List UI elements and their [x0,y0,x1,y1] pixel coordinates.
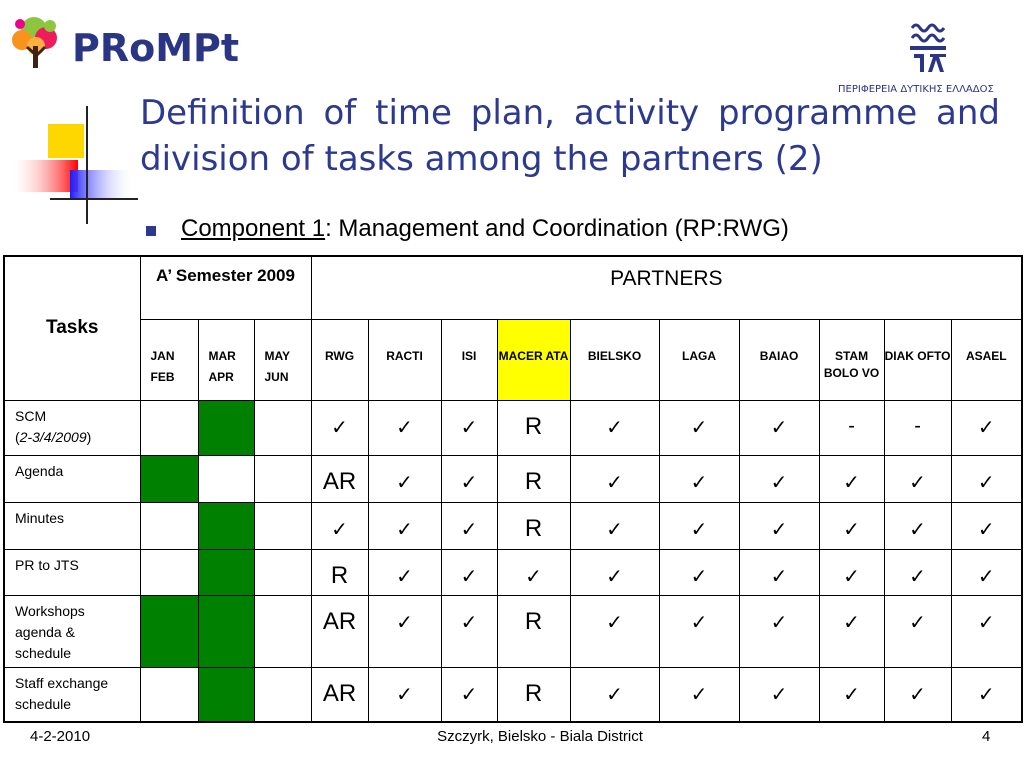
task-cell [4,400,140,455]
month-cell-empty [140,400,198,455]
month-cell-empty [254,549,311,595]
decorative-squares [0,100,140,230]
check-icon: ✓ [659,502,739,549]
check-icon: ✓ [884,595,951,667]
check-icon: ✓ [497,549,570,595]
check-icon: ✓ [441,455,497,502]
task-cell [4,667,140,722]
check-icon: ✓ [570,667,659,722]
check-icon: ✓ [884,667,951,722]
table-row [4,595,1022,667]
month-label: APR [208,369,234,384]
role-cell: AR [311,595,368,667]
tree-logo-icon [10,12,70,76]
task-cell [4,595,140,667]
role-cell: R [497,455,570,502]
month-header [140,319,198,400]
check-icon: ✓ [819,595,884,667]
month-cell-active [198,400,254,455]
check-icon: ✓ [739,400,819,455]
role-cell: R [497,400,570,455]
month-cell-empty [254,400,311,455]
check-icon: ✓ [739,502,819,549]
check-icon: ✓ [570,549,659,595]
role-cell: R [497,502,570,549]
month-cell-active [198,549,254,595]
component-subtitle [181,215,789,243]
semester-header: A’ Semester 2009 [140,256,311,319]
role-cell: R [311,549,368,595]
task-name-line: Agenda [15,462,64,479]
region-logo-caption: ΠΕΡΙΦΕΡΕΙΑ ΔΥΤΙΚΗΣ ΕΛΛΑΔΟΣ [838,84,994,95]
check-icon: ✓ [659,595,739,667]
task-name-line: schedule [15,695,72,712]
partner-header: ISI [441,319,497,400]
role-cell: R [497,667,570,722]
month-label: MAR [208,348,236,363]
check-icon: ✓ [951,502,1022,549]
partner-header: BIELSKO [570,319,659,400]
check-icon: ✓ [441,502,497,549]
partner-header: LAGA [659,319,739,400]
check-icon: ✓ [884,502,951,549]
region-emblem-icon [908,22,948,78]
check-icon: ✓ [311,400,368,455]
bullet-square-icon [146,226,156,236]
check-icon: ✓ [951,667,1022,722]
task-name-line: Staff exchange [15,674,109,691]
check-icon: ✓ [441,549,497,595]
check-icon: ✓ [311,502,368,549]
role-cell: - [819,400,884,455]
component-description: : Management and Coordination (RP:RWG) [325,215,789,242]
check-icon: ✓ [739,455,819,502]
task-cell [4,455,140,502]
prompt-logo-text: PRoMPt [72,26,240,70]
check-icon: ✓ [819,502,884,549]
slide-title: Definition of time plan, activity programme and division of tasks among the partners (2) [140,93,1000,179]
component-name: Component 1 [181,215,326,242]
check-icon: ✓ [441,400,497,455]
month-cell-active [140,455,198,502]
month-label: MAY [264,348,291,363]
check-icon: ✓ [819,455,884,502]
check-icon: ✓ [570,595,659,667]
check-icon: ✓ [951,549,1022,595]
footer-date: 4-2-2010 [30,728,91,745]
check-icon: ✓ [659,549,739,595]
check-icon: ✓ [570,455,659,502]
check-icon: ✓ [441,667,497,722]
month-header [254,319,311,400]
check-icon: ✓ [659,667,739,722]
table-row [4,549,1022,595]
table-row [4,400,1022,455]
check-icon: ✓ [884,455,951,502]
tasks-header: Tasks [4,256,140,400]
table-row [4,455,1022,502]
check-icon: ✓ [659,455,739,502]
task-name-line: PR to JTS [15,556,79,573]
month-cell-empty [140,502,198,549]
month-cell-active [198,595,254,667]
partner-header: STAM BOLO VO [819,319,884,400]
role-cell: - [884,400,951,455]
task-cell [4,502,140,549]
month-cell-empty [254,667,311,722]
check-icon: ✓ [441,595,497,667]
check-icon: ✓ [368,595,441,667]
check-icon: ✓ [884,549,951,595]
task-cell [4,549,140,595]
month-cell-active [198,502,254,549]
task-name-line: SCM [15,407,47,424]
role-cell: AR [311,667,368,722]
check-icon: ✓ [570,502,659,549]
check-icon: ✓ [368,502,441,549]
month-cell-empty [254,502,311,549]
check-icon: ✓ [739,549,819,595]
task-name-line: schedule [15,644,72,661]
month-cell-empty [140,667,198,722]
check-icon: ✓ [819,667,884,722]
month-cell-empty [254,455,311,502]
footer-location: Szczyrk, Bielsko - Biala District [437,728,643,745]
task-name-line: agenda & [15,623,75,640]
check-icon: ✓ [739,667,819,722]
partner-header: RACTI [368,319,441,400]
partner-header: RWG [311,319,368,400]
check-icon: ✓ [368,455,441,502]
partner-header: ASAEL [951,319,1022,400]
prompt-logo [10,12,240,76]
month-cell-empty [198,455,254,502]
task-name-line: (2-3/4/2009) [15,428,92,445]
month-label: JUN [264,369,289,384]
check-icon: ✓ [659,400,739,455]
check-icon: ✓ [819,549,884,595]
check-icon: ✓ [570,400,659,455]
month-header [198,319,254,400]
role-cell: AR [311,455,368,502]
partner-header: DIAK OFTO [884,319,951,400]
check-icon: ✓ [951,400,1022,455]
month-label: JAN [150,348,175,363]
check-icon: ✓ [368,549,441,595]
footer-page-number: 4 [982,728,991,745]
month-cell-active [198,667,254,722]
role-cell: R [497,595,570,667]
check-icon: ✓ [951,455,1022,502]
region-logo [838,22,1020,100]
table-row [4,502,1022,549]
check-icon: ✓ [368,400,441,455]
table-row [4,667,1022,722]
check-icon: ✓ [368,667,441,722]
month-cell-empty [254,595,311,667]
check-icon: ✓ [739,595,819,667]
month-cell-empty [140,549,198,595]
partner-header: BAIAO [739,319,819,400]
tasks-table [3,255,1023,723]
partners-header: PARTNERS [311,256,1022,319]
month-label: FEB [150,369,175,384]
task-name-line: Workshops [15,602,85,619]
month-cell-active [140,595,198,667]
check-icon: ✓ [951,595,1022,667]
partner-header: MACER ATA [497,319,570,400]
task-name-line: Minutes [15,509,65,526]
